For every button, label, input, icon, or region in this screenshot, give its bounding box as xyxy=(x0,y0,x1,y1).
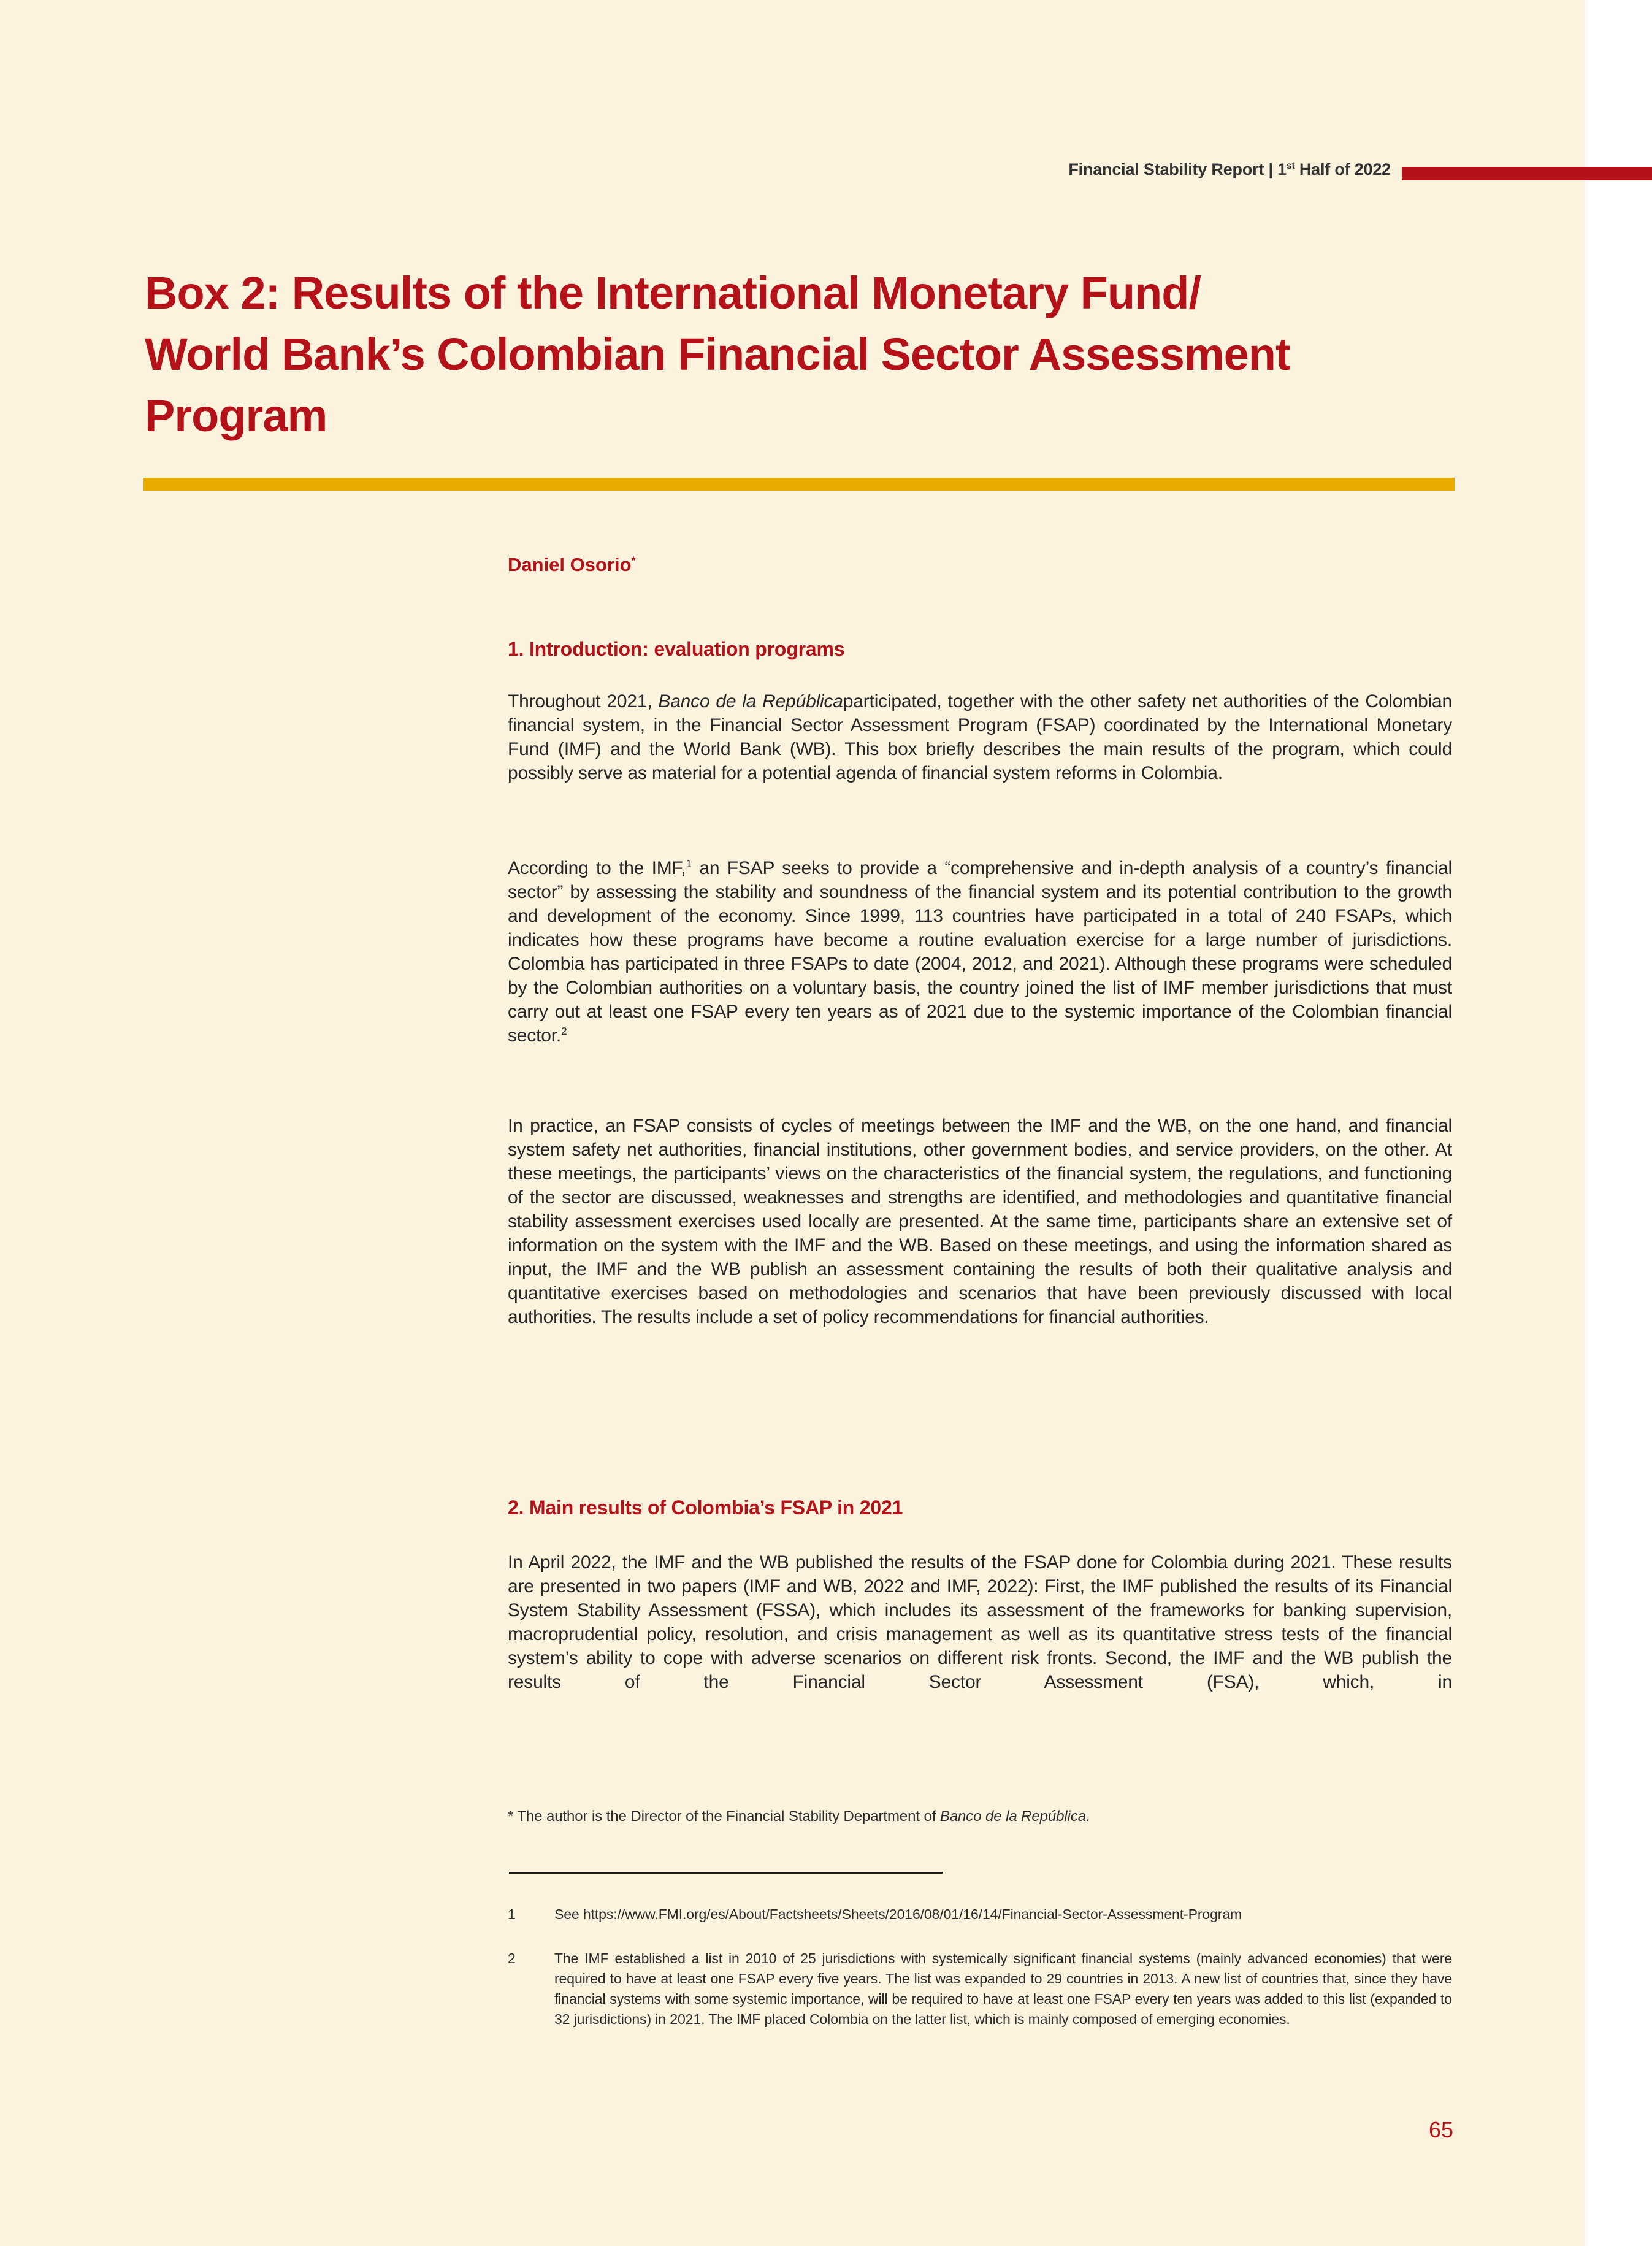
footnote-1 xyxy=(508,1904,1452,1925)
page-title-line: Box 2: Results of the International Monetary Fund/ xyxy=(145,267,1201,318)
paragraph-1: Throughout 2021, Banco de la Repúblicaparticipated, together with the other safety net authorities of the Colombian financial system, in the Financial Sector Assessment Program (FSAP) coordinated by the International Monetary Fund (IMF) and the World Bank (WB). This box briefly describes the main results of the program, which could possibly serve as material for a potential agenda of financial system reforms in Colombia. xyxy=(508,691,1452,783)
footnote-separator xyxy=(509,1872,943,1874)
author-name: Daniel Osorio* xyxy=(508,554,636,575)
paragraph-2: According to the IMF,$^1$ an FSAP seeks to provide a “comprehensive and in-depth analysis of a country’s financial sector” by assessing the stability and soundness of the financial system and its potential contribution to the growth and development of the economy. Since 1999, 113 countries have participated in a total of 240 FSAPs, which indicates how these programs have become a routine evaluation exercise for a large number of jurisdictions. Colombia has participated in three FSAPs to date (2004, 2012, and 2021). Although these programs were scheduled by the Colombian authorities on a voluntary basis, the country joined the list of IMF member jurisdictions that must carry out at least one FSAP every ten years as of 2021 due to the systemic importance of the Colombian financial sector.$^2$ xyxy=(508,857,1453,1046)
footnote-number: 1 xyxy=(508,1906,516,1922)
page-number: 65 xyxy=(1429,2117,1454,2142)
title-yellow-rule xyxy=(143,478,1455,491)
footnote-text: See https://www.FMI.org/es/About/Factsheets/Sheets/2016/08/01/16/14/Financial-Sector-Assessment-Program xyxy=(554,1906,1242,1922)
paragraph-3: In practice, an FSAP consists of cycles of meetings between the IMF and the WB, on the one hand, and financial system safety net authorities, financial institutions, other government bodies, and service providers, on the other. At these meetings, the participants’ views on the characteristics of the financial system, the regulations, and functioning of the sector are discussed, weaknesses and strengths are identified, and methodologies and quantitative financial stability assessment exercises used locally are presented. At the same time, participants share an extensive set of information on the system with the IMF and the WB. Based on these meetings, and using the information shared as input, the IMF and the WB publish an assessment containing the results of both their qualitative analysis and quantitative exercises based on methodologies and scenarios that have been previously discussed with local authorities. The results include a set of policy recommendations for financial authorities. xyxy=(508,1116,1452,1327)
page-title xyxy=(145,263,1469,447)
header-red-bar xyxy=(1402,167,1652,180)
footnote-number: 2 xyxy=(508,1950,516,1966)
running-header: Financial Stability Report | 1st Half of 2022 xyxy=(1068,160,1391,178)
footnote-text: The IMF established a list in 2010 of 25 jurisdictions with systemically significant financial systems (mainly advanced economies) that were required to have at least one FSAP every five years. The list was expanded to 29 countries in 2013. A new list of countries that, since they have financial systems with some systemic importance, will be required to have at least one FSAP every ten years was added to this list (expanded to 32 jurisdictions) in 2021. The IMF placed Colombia on the latter list, which is mainly composed of emerging economies. xyxy=(554,1950,1452,2027)
page-title-line: Program xyxy=(145,390,327,441)
page-title-line: World Bank’s Colombian Financial Sector Assessment xyxy=(145,329,1290,380)
section-heading-1: 1. Introduction: evaluation programs xyxy=(508,638,845,660)
author-footnote: * The author is the Director of the Financial Stability Department of Banco de la República. xyxy=(508,1808,1090,1825)
footnote-2 xyxy=(508,1949,1452,2029)
paragraph-4: In April 2022, the IMF and the WB published the results of the FSAP done for Colombia during 2021. These results are presented in two papers (IMF and WB, 2022 and IMF, 2022): First, the IMF published the results of its Financial System Stability Assessment (FSSA), which includes its assessment of the frameworks for banking supervision, macroprudential policy, resolution, and crisis management as well as its quantitative stress tests of the financial system’s ability to cope with adverse scenarios on different risk fronts. Second, the IMF and the WB publish the results of the Financial Sector Assessment (FSA), which, in xyxy=(508,1552,1452,1692)
section-heading-2: 2. Main results of Colombia’s FSAP in 2021 xyxy=(508,1497,903,1519)
